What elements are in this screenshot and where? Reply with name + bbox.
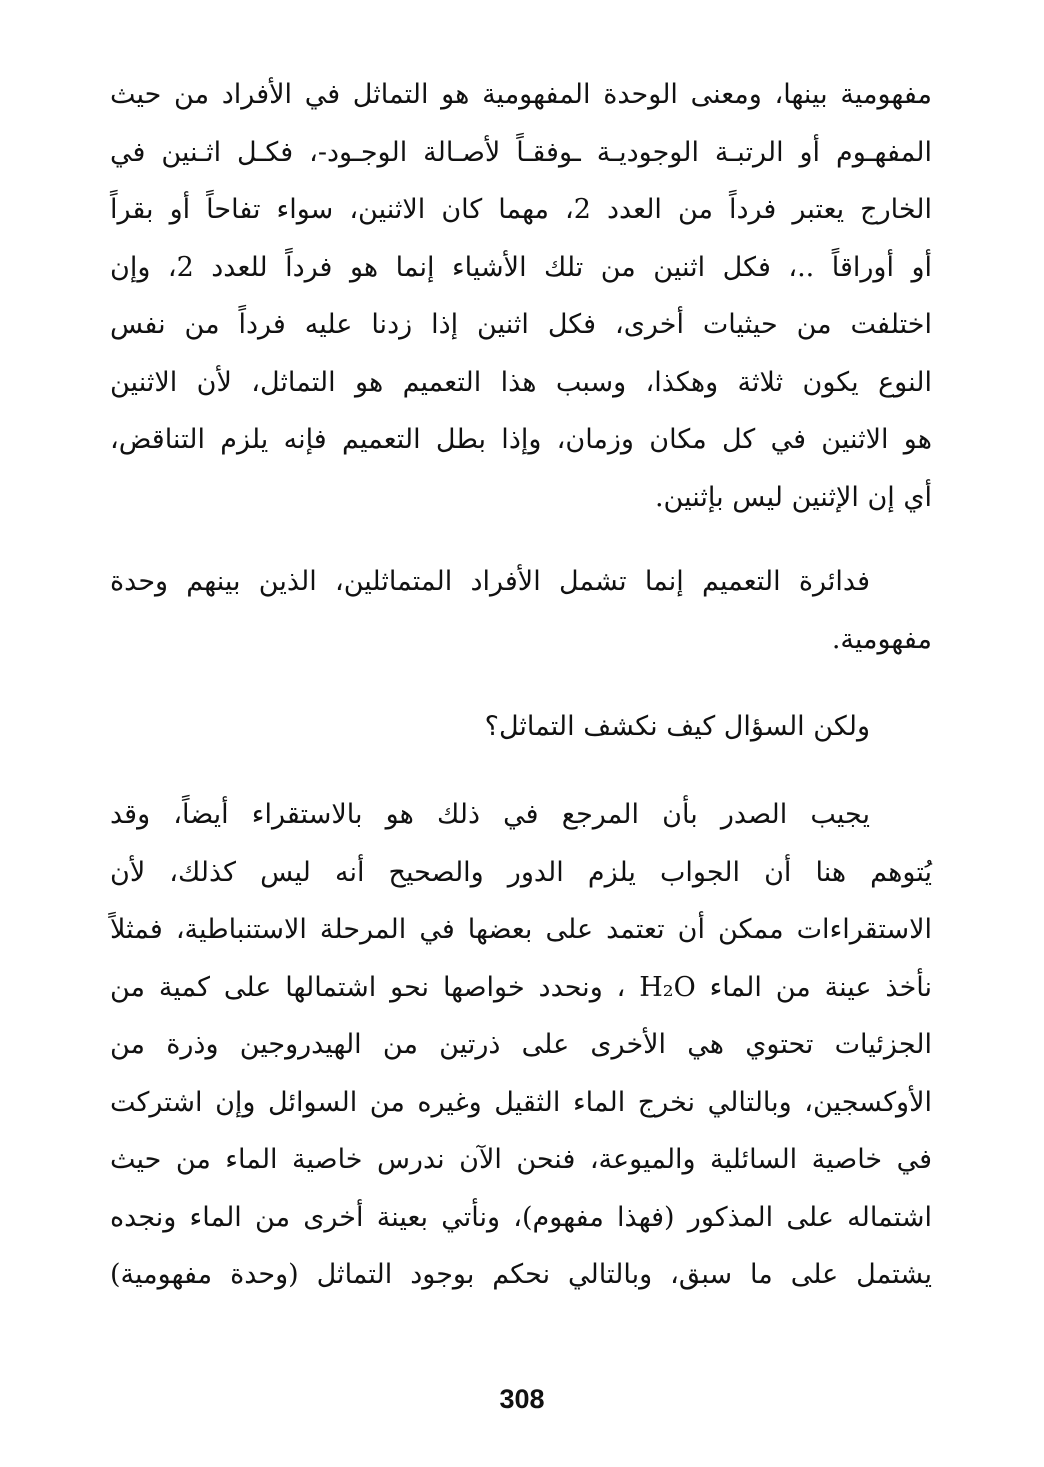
text-line: اشتماله على المذكور (فهذا مفهوم)، ونأتي بعينة أخرى من الماء ونجده: [110, 1201, 932, 1233]
text-line: نأخذ عينة من الماء H₂O ، ونحدد خواصها نحو اشتمالها على كمية من: [110, 971, 933, 1003]
page-number: 308: [499, 1384, 545, 1414]
paragraph: [110, 786, 932, 1304]
text-line: يجيب الصدر بأن المرجع في ذلك هو بالاستقراء أيضاً، وقد: [110, 799, 870, 830]
paragraph: [110, 698, 932, 756]
text-line: الخارج يعتبر فرداً من العدد 2، مهما كان الاثنين، سواء تفاحاً أو بقراً: [110, 194, 932, 225]
text-line: الاستقراءات ممكن أن تعتمد على بعضها في المرحلة الاستنباطية، فمثلاً: [110, 914, 932, 945]
paragraph: [110, 66, 932, 526]
text-line: النوع يكون ثلاثة وهكذا، وسبب هذا التعميم هو التماثل، لأن الاثنين: [110, 366, 932, 398]
text-line: الأوكسجين، وبالتالي نخرج الماء الثقيل وغيره من السوائل وإن اشتركت: [110, 1086, 932, 1118]
text-line: فدائرة التعميم إنما تشمل الأفراد المتماثلين، الذين بينهم وحدة: [110, 566, 870, 597]
text-line: يشتمل على ما سبق، وبالتالي نحكم بوجود التماثل (وحدة مفهومية): [110, 1259, 932, 1290]
text-line: الجزئيات تحتوي هي الأخرى على ذرتين من الهيدروجين وذرة من: [110, 1029, 932, 1060]
text-line: في خاصية السائلية والميوعة، فنحن الآن ندرس خاصية الماء من حيث: [110, 1144, 932, 1175]
text-line: هو الاثنين في كل مكان وزمان، وإذا بطل التعميم فإنه يلزم التناقض،: [110, 424, 932, 455]
text-line: أي إن الإثنين ليس بإثنين.: [654, 481, 932, 513]
text-line: المفهـوم أو الرتبـة الوجوديـة ـوفقـاً لأصـالة الوجـود-، فكـل اثـنين في: [110, 136, 932, 168]
text-line: مفهومية بينها، ومعنى الوحدة المفهومية هو التماثل في الأفراد من حيث: [110, 79, 932, 110]
text-line: أو أوراقاً ..، فكل اثنين من تلك الأشياء إنما هو فرداً للعدد 2، وإن: [110, 251, 932, 283]
paragraph: [110, 553, 932, 668]
text-line: يُتوهم هنا أن الجواب يلزم الدور والصحيح أنه ليس كذلك، لأن: [110, 856, 932, 888]
text-line: مفهومية.: [831, 623, 932, 655]
text-line: اختلفت من حيثيات أخرى، فكل اثنين إذا زدنا عليه فرداً من نفس: [110, 309, 932, 340]
text-line: ولكن السؤال كيف نكشف التماثل؟: [484, 711, 870, 742]
